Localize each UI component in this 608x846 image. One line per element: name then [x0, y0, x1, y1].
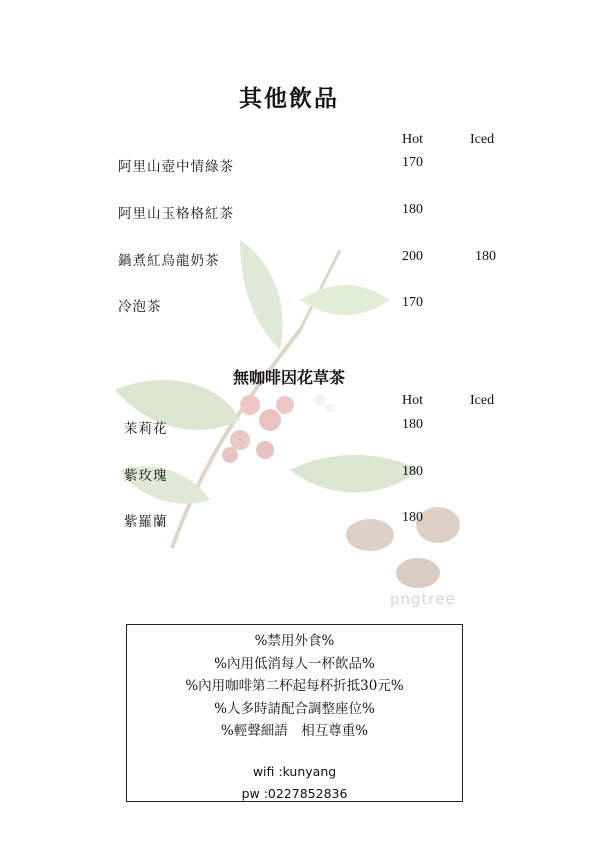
herbal-section-title: 無咖啡因花草茶 [232, 368, 345, 387]
hot-price: 180 [402, 417, 423, 432]
drink-name: 冷泡茶 [118, 299, 162, 315]
wifi-name: wifi :kunyang [252, 763, 337, 779]
drink-name: 鍋煮紅烏龍奶茶 [118, 253, 220, 269]
menu-row [0, 417, 608, 437]
drink-name: 茉莉花 [124, 421, 168, 437]
drink-name: 阿里山玉格格紅茶 [118, 206, 234, 222]
menu-row [0, 295, 608, 315]
hot-price: 180 [402, 510, 423, 525]
menu-row [0, 155, 608, 175]
drink-name: 阿里山壺中情綠茶 [118, 159, 234, 175]
hot-price: 170 [402, 295, 423, 310]
watermark-text: pngtree [390, 590, 456, 608]
hot-price: 180 [402, 202, 423, 217]
menu-row [0, 249, 608, 269]
drink-name: 紫羅蘭 [124, 514, 168, 530]
notice-rule: %內用咖啡第二杯起每杯折抵30元% [185, 678, 404, 694]
drink-name: 紫玫瑰 [124, 468, 168, 484]
iced-column-header: Iced [470, 132, 495, 147]
notice-box [126, 624, 463, 802]
menu-row [0, 510, 608, 530]
hot-price: 200 [402, 249, 423, 264]
menu-row [0, 464, 608, 484]
iced-column-header: Iced [470, 393, 495, 408]
menu-row [0, 202, 608, 222]
notice-rule: %禁用外食% [254, 633, 335, 649]
hot-column-header: Hot [402, 393, 423, 408]
iced-price: 180 [475, 249, 496, 264]
notice-rule: %輕聲細語 相互尊重% [220, 723, 369, 739]
page-title: 其他飲品 [239, 85, 339, 112]
pngtree-watermark [390, 590, 456, 608]
wifi-password: pw :0227852836 [241, 786, 348, 801]
notice-rule: %內用低消每人一杯飲品% [214, 655, 375, 672]
hot-column-header: Hot [402, 132, 423, 147]
hot-price: 180 [402, 464, 423, 479]
hot-price: 170 [402, 155, 423, 170]
notice-rule: %人多時請配合調整座位% [214, 700, 375, 717]
